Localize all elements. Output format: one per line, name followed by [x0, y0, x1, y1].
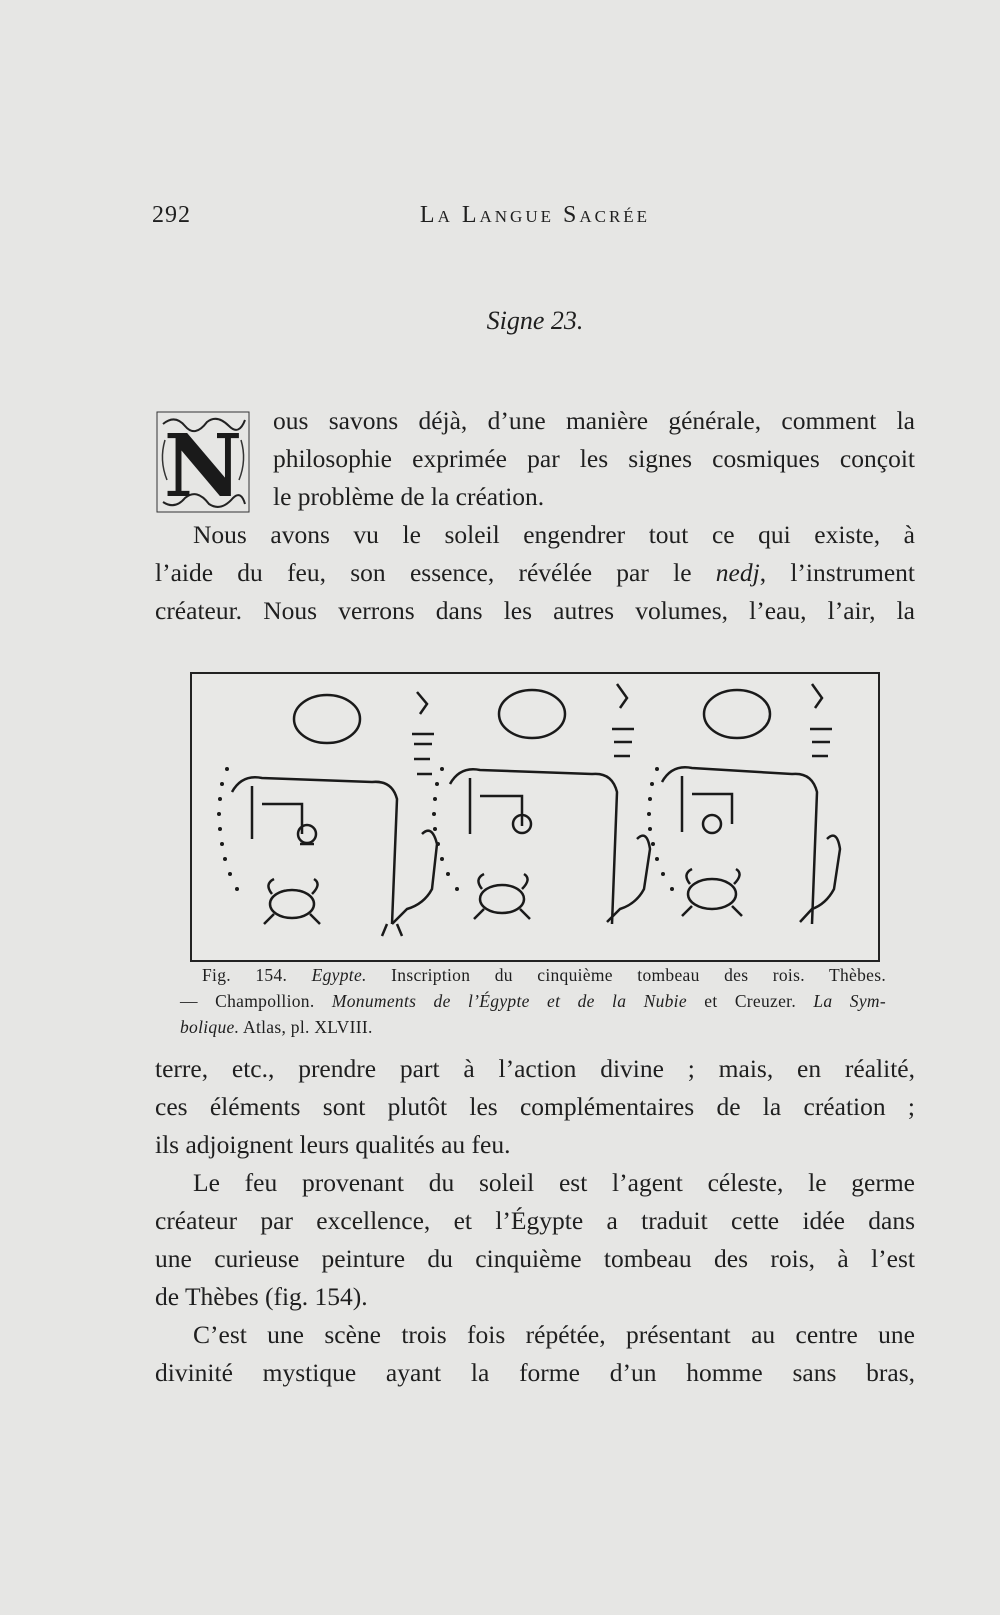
paragraph-1: [155, 402, 915, 516]
paragraph-3: [155, 1050, 915, 1164]
scarab-icon: [688, 879, 736, 909]
text-line: ces éléments sont plutôt les complémentaires de la création ;: [155, 1092, 915, 1121]
sun-disk-icon: [704, 690, 770, 738]
scarab-icon: [480, 885, 524, 913]
bent-figure: [662, 767, 817, 924]
dropcap-n-ornament: [155, 410, 251, 514]
page-header: [152, 202, 918, 236]
caption-line: bolique. Atlas, pl. XLVIII.: [180, 1017, 373, 1037]
text-line: une curieuse peinture du cinquième tombeau des rois, à l’est: [155, 1244, 915, 1273]
text-line: philosophie exprimée par les signes cosmiques conçoit: [273, 444, 915, 473]
text-line: divinité mystique ayant la forme d’un homme sans bras,: [155, 1358, 915, 1387]
text-line: Nous avons vu le soleil engendrer tout ce qui existe, à: [193, 520, 915, 549]
paragraph-4: [155, 1164, 915, 1316]
paragraph-2: [155, 516, 915, 630]
section-title: Signe 23.: [486, 306, 584, 335]
running-head: La Langue Sacrée: [419, 202, 651, 228]
sun-disk-icon: [294, 695, 360, 743]
hieroglyph-column: [810, 684, 832, 756]
page-number: 292: [152, 202, 191, 228]
text-line: C’est une scène trois fois répétée, présentant au centre une: [193, 1320, 915, 1349]
hieroglyph-scene: [192, 674, 878, 960]
caption-line: — Champollion. Monuments de l’Égypte et de la Nubie et Creuzer. La Sym-: [180, 991, 886, 1011]
dropcap-letter: N: [163, 416, 243, 514]
bent-figure: [450, 769, 617, 924]
italic-term: nedj: [715, 558, 760, 587]
text-line: l’aide du feu, son essence, révélée par le nedj, l’instrument: [155, 558, 915, 587]
caption-line: Fig. 154. Egypte. Inscription du cinquième tombeau des rois. Thèbes.: [202, 965, 887, 985]
text-line: le problème de la création.: [273, 482, 545, 511]
text-line: Le feu provenant du soleil est l’agent céleste, le germe: [193, 1168, 915, 1197]
hieroglyph-column: [412, 692, 434, 774]
text-line: ous savons déjà, d’une manière générale, comment la: [273, 406, 915, 435]
figure-caption: [180, 962, 886, 1040]
text-line: ils adjoignent leurs qualités au feu.: [155, 1130, 511, 1159]
text-line: terre, etc., prendre part à l’action divine ; mais, en réalité,: [155, 1054, 915, 1083]
scarab-icon: [270, 890, 314, 918]
hieroglyph-column: [612, 684, 634, 756]
sun-disk-icon: [499, 690, 565, 738]
text-line: créateur par excellence, et l’Égypte a traduit cette idée dans: [155, 1206, 915, 1235]
text-line: créateur. Nous verrons dans les autres volumes, l’eau, l’air, la: [155, 596, 915, 625]
text-line: de Thèbes (fig. 154).: [155, 1282, 368, 1311]
figure-154-illustration: [190, 672, 880, 962]
paragraph-5: [155, 1316, 915, 1392]
